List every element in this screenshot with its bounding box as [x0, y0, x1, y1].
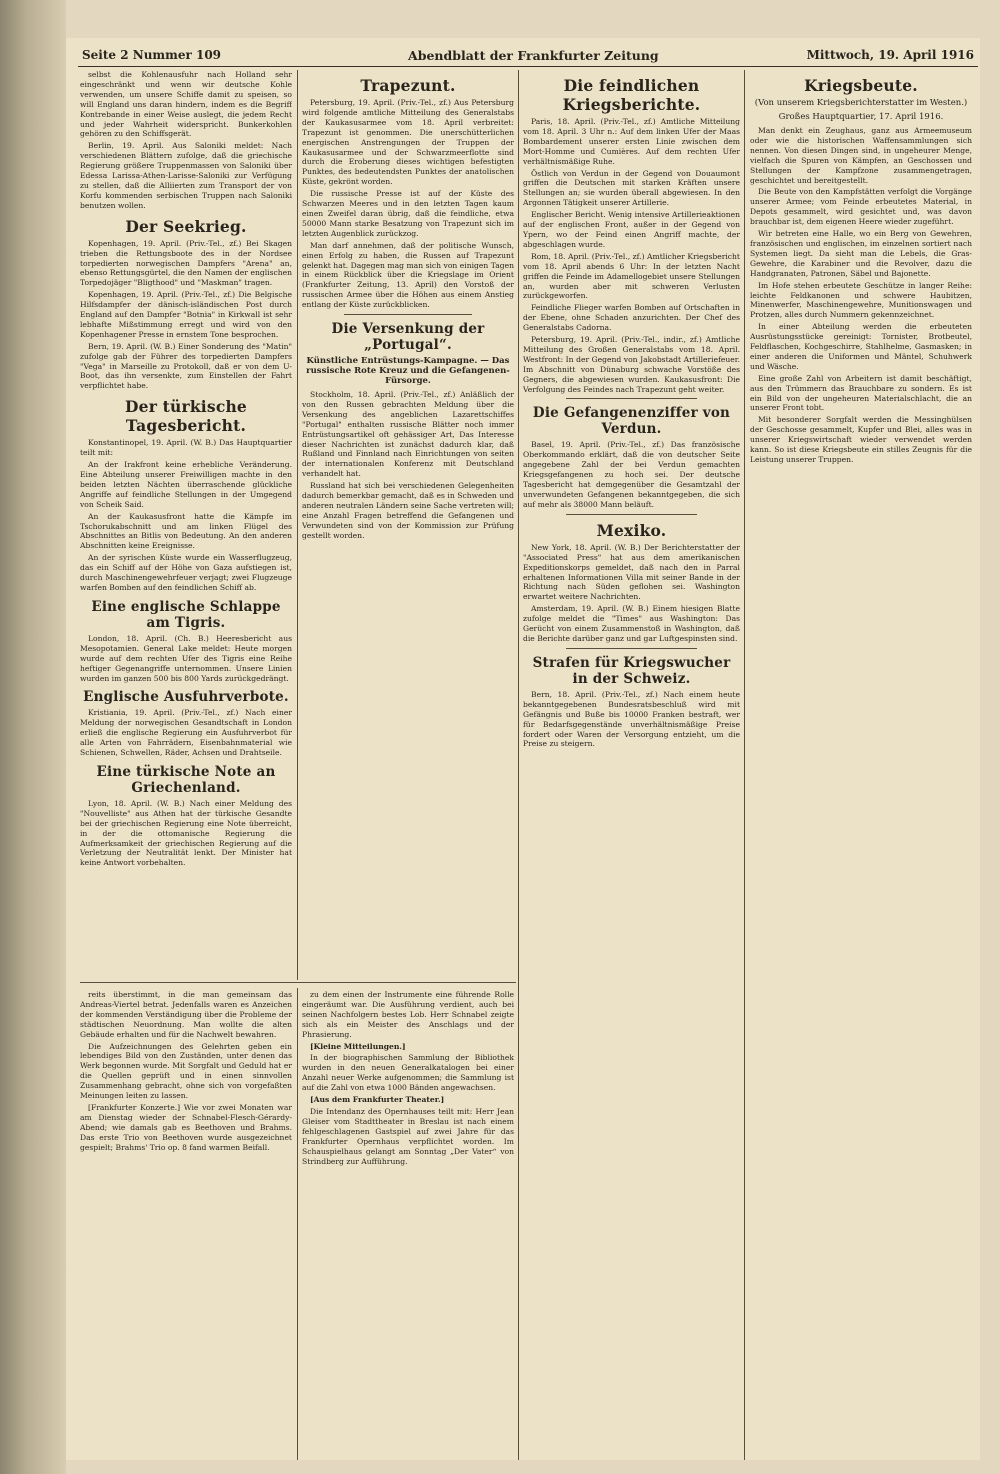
headline-kriegsbeute: Kriegsbeute. — [804, 76, 918, 95]
article-text: Stockholm, 18. April. (Priv.-Tel., zf.) Anläßlich der von den Russen gebrachten Meldung über die Versenkung des angeblichen Lazarettschiffes "Portugal" enthalten russische Blätter noch immer Entrüstungsartikel oft gehässiger Art, Das Interesse dieser Nachrichten ist zunächst dadurch klar, daß Rußland und Finnland nach Einrichtungen von seiten der internationalen Konferenz mit Deutschland verhandelt hat. — [302, 390, 514, 479]
feuilleton-left — [80, 990, 292, 1460]
section-divider — [344, 314, 471, 315]
article-text: Petersburg, 19. April. (Priv.-Tel., zf.) Aus Petersburg wird folgende amtliche Mitteilung des Generalstabs der Kaukasusarmee vom 18. April verbreitet: Trapezunt ist genommen. Die unerschütterlichen energischen Anstrengungen der Truppen der Kaukasusarmee und der Schwarzmeerflotte sind durch die Eroberung dieses wichtigen befestigten Punktes, des bedeutendsten Punktes der anatolischen Küste, gekrönt worden. — [302, 98, 514, 187]
article-text: Man denkt ein Zeughaus, ganz aus Armeemuseum oder wie die historischen Waffensammlungen sich nennen. Von diesen Dingen sind, in ungeheurer Menge, vielfach die Spuren von Kämpfen, an Geschossen und Stellungen der Kampfzone zusammengetragen, geschichtet und bereitgestellt. — [750, 126, 972, 185]
section-divider — [566, 514, 696, 515]
article-text: An der Irakfront keine erhebliche Veränderung. Eine Abteilung unserer Freiwilligen machte in den beiden letzten Nächten überraschende glückliche Angriffe auf feindliche Stellungen in der Umgegend von Scheik Said. — [80, 460, 292, 509]
article-text: [Frankfurter Konzerte.] Wie vor zwei Monaten war am Dienstag wieder der Schnabel-Flesch-Gérardy-Abend; wie damals gab es Beethoven und Brahms. Das erste Trio von Beethoven wurde ausgezeichnet gespielt; Brahms' Trio op. 8 fand warmen Beifall. — [80, 1102, 292, 1152]
column-rule — [297, 70, 298, 980]
headline-kriegsberichte: Die feindlichen Kriegsberichte. — [562, 76, 701, 114]
article-text: Kopenhagen, 19. April. (Priv.-Tel., zf.) Die Belgische Hilfsdampfer der dänisch-isländischen Post durch England auf den Dampfer "Botnia" in Kirkwall ist sehr lebhafte Mißstimmung erregt und wird von den Kopenhagener Presse in ernstem Tone besprochen. — [80, 290, 292, 339]
headline-seekrieg: Der Seekrieg. — [125, 216, 247, 236]
article-text: Östlich von Verdun in der Gegend von Douaumont griffen die Deutschen mit starken Kräften unsere Stellungen an; sie wurden überall abgewiesen. In den Argonnen Tätigkeit unserer Artillerie. — [523, 168, 740, 208]
feuilleton-right — [302, 990, 514, 1460]
article-text: Kopenhagen, 19. April. (Priv.-Tel., zf.) Bei Skagen trieben die Rettungsboote des in der Nordsee torpedierten norwegischen Dampfers "Arena" an, ebenso Rettungsgürtel, die den Namen der englischen Torpedojäger "Bligthood" und "Maskman" tragen. — [80, 238, 292, 288]
article-text: reits überstimmt, in die man gemeinsam das Andreas-Viertel betrat. Jedenfalls waren es Anzeichen der kommenden Verständigung über die Probleme der städtischen Neuordnung. Man wollte die alten Gebäude erhalten und für die Nachwelt bewahren. — [80, 990, 292, 1039]
article-text: London, 18. April. (Ch. B.) Heeresbericht aus Mesopotamien. General Lake meldet: Heute morgen wurde auf dem rechten Ufer des Tigris eine Reihe heftiger Gegenangriffe unternommen. Unsere Linien wurden im ganzen 500 bis 800 Yards zurückgedrängt. — [80, 633, 292, 683]
article-text: An der syrischen Küste wurde ein Wasserflugzeug, das ein Schiff auf der Höhe von Gaza aufstiegen ist, durch Maschinengewehrfeuer verjagt; zwei Flugzeuge warfen Bomben auf den feindlichen Schiff ab. — [80, 553, 292, 592]
article-text: Feindliche Flieger warfen Bomben auf Ortschaften in der Ebene, ohne Schaden anzurichten. Der Chef des Generalstabs Cadorna. — [523, 303, 740, 333]
article-text: Englischer Bericht. Wenig intensive Artillerieaktionen auf der englischen Front, außer in der Gegend von Ypern, wo der Feind einen Angriff machte, der abgeschlagen wurde. — [523, 210, 740, 249]
article-text: Rom, 18. April. (Priv.-Tel., zf.) Amtlicher Kriegsbericht vom 18. April abends 6 Uhr: In der letzten Nacht griffen die Feinde im Adamellogebiet unsere Stellungen an, wurden aber mit schweren Verlusten zurückgeworfen. — [523, 251, 740, 301]
headline-tagesbericht: Der türkische Tagesbericht. — [125, 397, 247, 436]
article-text: Lyon, 18. April. (W. B.) Nach einer Meldung des "Nouvelliste" aus Athen hat der türkische Gesandte bei der griechischen Regierung eine Note überreicht, in der die ottomanische Regierung die Aufmerksamkeit der griechischen Regierung auf die Verletzung der Neutralität lenkt. Der Minister hat keine Antwort vorbehalten. — [80, 798, 292, 868]
column-2 — [302, 70, 514, 980]
article-text: Im Hofe stehen erbeutete Geschütze in langer Reihe: leichte Feldkanonen und schwere Haubitzen, Minenwerfer, Maschinengewehre, Munitionswagen und Protzen, alles durch Nummern gekennzeichnet. — [750, 280, 972, 320]
subheadline-portugal: Künstliche Entrüstungs-Kampagne. — Das russische Rote Kreuz und die Gefangenen-Fürsorge. — [306, 356, 510, 387]
column-3 — [523, 70, 740, 1460]
headline-portugal: Die Versenkung der „Portugal“. — [331, 321, 485, 354]
headline-schlappe: Eine englische Schlappe am Tigris. — [91, 598, 281, 631]
article-text: Mit besonderer Sorgfalt werden die Messinghülsen der Geschosse gesammelt, Kupfer und Blei, alles was in unserer Kriegswirtschaft wieder verwendet werden kann. So ist diese Kriegsbeute ein stilles Zeugnis für die Leistung unserer Truppen. — [750, 415, 972, 464]
column-rule — [518, 70, 519, 1460]
headline-gefangenenziffer: Die Gefangenenziffer von Verdun. — [532, 405, 731, 438]
headline-trapezunt: Trapezunt. — [360, 76, 456, 95]
section-divider — [566, 398, 696, 399]
article-text: Die russische Presse ist auf der Küste des Schwarzen Meeres und in den letzten Tagen kaum einen Zweifel daran übrig, daß die feindliche, etwa 50000 Mann starke Besatzung von Trapezunt sich im letzten Augenblick zurückzog. — [302, 189, 514, 238]
issue-date: Mittwoch, 19. April 1916 — [806, 48, 974, 62]
byline: (Von unserem Kriegsberichterstatter im Westen.) — [754, 98, 968, 108]
section-divider — [566, 648, 696, 649]
article-text: Petersburg, 19. April. (Priv.-Tel., indir., zf.) Amtliche Mitteilung des Großen Generalstabs vom 18. April. Westfront: In der Gegend von Jakobstadt Artilleriefeuer. Im Abschnitt von Dünaburg schwache Vorstöße des Gegners, die abgewiesen wurden. Kaukasusfront: Die Verfolgung des Feindes nach Trapezunt geht weiter. — [523, 335, 740, 394]
article-text: Die Aufzeichnungen des Gelehrten geben ein lebendiges Bild von den Zuständen, unter denen das Werk begonnen wurde. Mit Sorgfalt und Geduld hat er die Quellen geprüft und in einen sinnvollen Zusammenhang gebracht, ohne sich von vorgefaßten Meinungen leiten zu lassen. — [80, 1041, 292, 1101]
article-text: Basel, 19. April. (Priv.-Tel., zf.) Das französische Oberkommando erklärt, daß die von deutscher Seite angegebene Zahl der bei Verdun gemachten Kriegsgefangenen zu hoch sei. Der deutsche Tagesbericht hat demgegenüber die Gesamtzahl der unverwundeten Gefangenen bekanntgegeben, die sich auf mehr als 38000 Mann beläuft. — [523, 440, 740, 509]
column-4 — [750, 70, 972, 1460]
article-text: Die Beute von den Kampfstätten verfolgt die Vorgänge unserer Armee; vom Feinde erbeutetes Material, in Depots gesammelt, wird gesichtet und, was davon brauchbar ist, dem eigenen Heere wieder zugeführt. — [750, 187, 972, 227]
article-text: Amsterdam, 19. April. (W. B.) Einem hiesigen Blatte zufolge meldet die "Times" aus Washington: Das Gerücht von einem Zusammenstoß in Washington, daß die Berichte darüber ganz und gar Luftgespinsten sind. — [523, 604, 740, 643]
article-text: Bern, 19. April. (W. B.) Einer Sonderung des "Matin" zufolge gab der Führer des torpedierten Dampfers "Vega" in Marseille zu Protokoll, daß er von dem U-Boot, das ihn versenkte, zum Einstellen der Fahrt verpflichtet habe. — [80, 341, 292, 391]
headline-ausfuhr: Englische Ausfuhrverbote. — [83, 689, 289, 706]
article-text: selbst die Kohlenausfuhr nach Holland sehr eingeschränkt und wenn wir deutsche Kohle verwenden, um unsere Schiffe damit zu speisen, so will England uns daran hindern, indem es die Begriff Kontrebande in einer Weise auslegt, die jedem Recht und jeder Wahrheit widerspricht. Bunkerkohlen gehören zu den Schiffsgerät. — [80, 70, 292, 139]
article-text: An der Kaukasusfront hatte die Kämpfe im Tschorukabschnitt und am linken Flügel des Abschnittes an Bitlis von Bedeutung. An den anderen Abschnitten keine Ereignisse. — [80, 511, 292, 551]
page-header — [78, 44, 978, 67]
column-1 — [80, 70, 292, 980]
article-text: Man darf annehmen, daß der politische Wunsch, einen Erfolg zu haben, die Russen auf Trapezunt gelenkt hat. Dagegen mag man sich von einigen Tagen in einem Rückblick über die Kriegslage im Orient (Frankfurter Zeitung, 13. April) den Vorstoß der russischen Armee über die Höhen aus einem Anstieg entlang der Küste zurückblicken. — [302, 240, 514, 310]
article-text: Bern, 18. April. (Priv.-Tel., zf.) Nach einem heute bekanntgegebenen Bundesratsbeschluß wird mit Gefängnis und Buße bis 10000 Franken bestraft, wer für Bedarfsgegenstände unverhältnismäßige Preise fordert oder Waren der Versorgung entzieht, um die Preise zu steigern. — [523, 689, 740, 749]
feuilleton-rule — [80, 982, 516, 983]
article-text: Paris, 18. April. (Priv.-Tel., zf.) Amtliche Mitteilung vom 18. April. 3 Uhr n.: Auf dem linken Ufer der Maas Bombardement unserer ersten Linie zwischen dem Mort-Homme und Cumières. Auf dem rechten Ufer verhältnismäßige Ruhe. — [523, 117, 740, 166]
article-text: Berlin, 19. April. Aus Saloniki meldet: Nach verschiedenen Blättern zufolge, daß die griechische Regierung größere Truppenmassen von Saloniki über Edessa Larissa-Athen-Larisse-Saloniki zur Verfügung zu stellen, daß die Alliierten zum Transport der von Korfu kommenden serbischen Truppen nach Saloniki benutzen wollen. — [80, 141, 292, 210]
article-text: Wir betreten eine Halle, wo ein Berg von Gewehren, französischen und englischen, im einzelnen sortiert nach Systemen liegt. Da sieht man die Lebels, die Gras-Gewehre, die Karabiner und die Revolver, dazu die Handgranaten, Patronen, Säbel und Bajonette. — [750, 229, 972, 278]
article-text: Russland hat sich bei verschiedenen Gelegenheiten dadurch bemerkbar gemacht, daß es in Schweden und anderen neutralen Ländern seine Sache vertreten will; eine Anzahl Fragen betreffend die Gefangenen und Verwundeten sind von der Kommission zur Prüfung gestellt worden. — [302, 481, 514, 540]
notice-title: [Kleine Mitteilungen.] — [310, 1041, 406, 1051]
dateline: Großes Hauptquartier, 17. April 1916. — [778, 112, 944, 122]
article-text: Kristiania, 19. April. (Priv.-Tel., zf.) Nach einer Meldung der norwegischen Gesandtschaft in London erließ die englische Regierung ein Ausfuhrverbot für alle Arten von Fahrrädern, Eisenbahnmaterial wie Schienen, Schwellen, Räder, Achsen und Drahtseile. — [80, 708, 292, 758]
binding-gutter — [0, 0, 66, 1474]
article-text: Eine große Zahl von Arbeitern ist damit beschäftigt, aus den Trümmern das Brauchbare zu sondern. Es ist ein Bild von der ungeheuren Materialschlacht, die an unserer Front tobt. — [750, 373, 972, 413]
page-number: Seite 2 Nummer 109 — [82, 48, 222, 62]
article-text: Konstantinopel, 19. April. (W. B.) Das Hauptquartier teilt mit: — [80, 438, 292, 458]
notice-title: [Aus dem Frankfurter Theater.] — [310, 1095, 445, 1105]
column-rule — [297, 988, 298, 1460]
headline-strafen: Strafen für Kriegswucher in der Schweiz. — [532, 654, 731, 687]
article-text: In der biographischen Sammlung der Bibliothek wurden in den neuen Generalkatalogen bei einer Anzahl neuer Werke aufgenommen; die Sammlung ist auf die Zahl von etwa 1000 Bänden angewachsen. — [302, 1053, 514, 1093]
headline-mexiko: Mexiko. — [596, 520, 667, 540]
masthead: Abendblatt der Frankfurter Zeitung — [408, 48, 659, 63]
article-text: Die Intendanz des Opernhauses teilt mit: Herr Jean Gleiser vom Stadttheater in Breslau ist nach einem fehlgeschlagenen Gastspiel auf zwei Jahre für das Frankfurter Opernhaus verpflichtet worden. Im Schauspielhaus gelangt am Sonntag „Der Vater“ von Strindberg zur Aufführung. — [302, 1106, 514, 1166]
article-text: In einer Abteilung werden die erbeuteten Ausrüstungsstücke gereinigt: Tornister, Brotbeutel, Feldflaschen, Kochgeschirre, Stahlhelme, Gasmasken; in einer anderen die Uniformen und Mäntel, Schuhwerk und Wäsche. — [750, 322, 972, 371]
article-text: zu dem einen der Instrumente eine führende Rolle eingeräumt war. Die Ausführung verdient, auch bei seinen Nachfolgern bestes Lob. Herr Schnabel zeigte sich als ein Meister des Anschlags und der Phrasierung. — [302, 990, 514, 1039]
column-rule — [744, 70, 745, 1460]
headline-note: Eine türkische Note an Griechenland. — [96, 763, 276, 796]
article-text: New York, 18. April. (W. B.) Der Berichterstatter der "Associated Press" hat aus dem amerikanischen Expeditionskorps gemeldet, daß nach den in Parral erhaltenen Informationen Villa mit seiner Bande in der Richtung nach Süden geflohen sei. Washington erwartet weitere Nachrichten. — [523, 542, 740, 602]
